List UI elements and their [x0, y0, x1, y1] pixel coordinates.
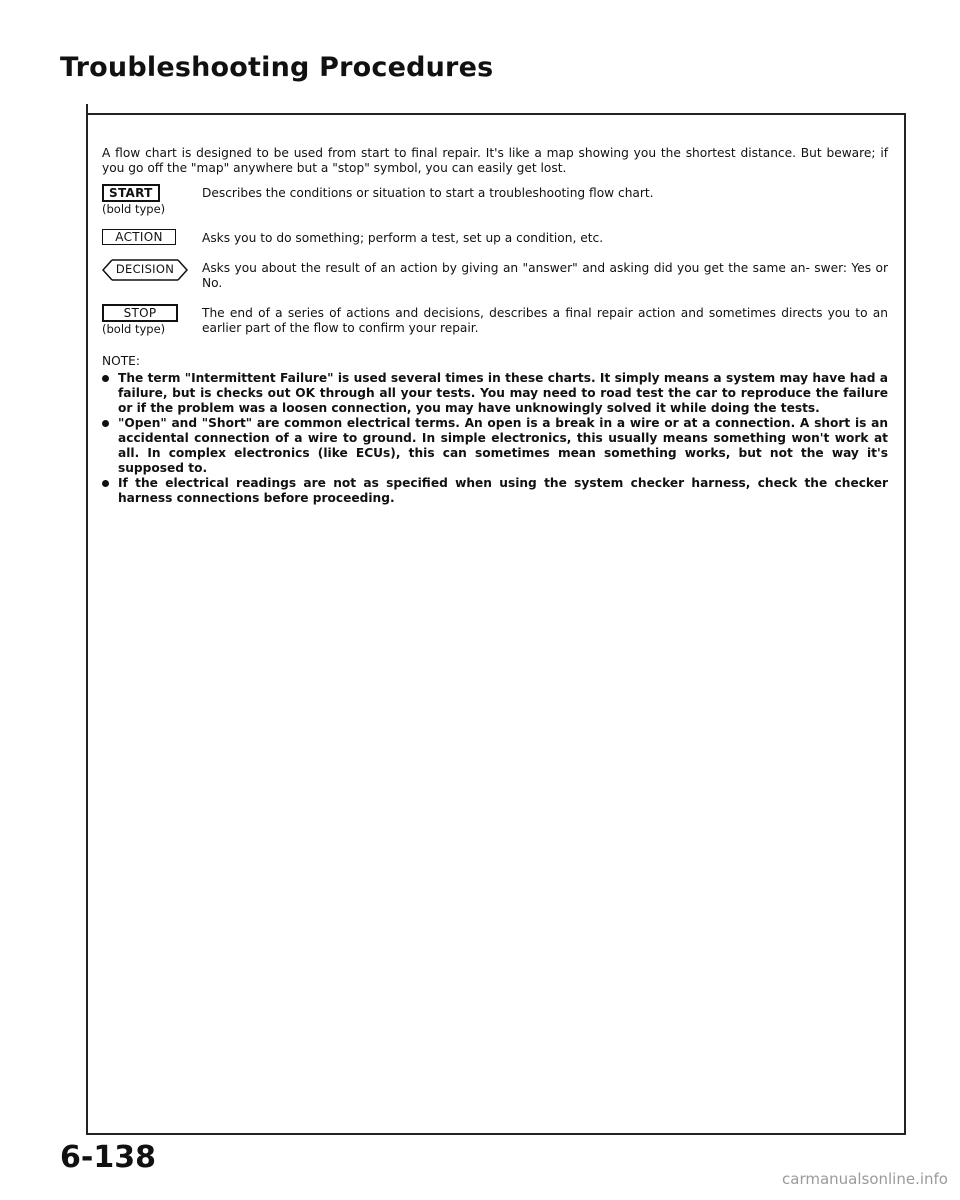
symbol-start [102, 184, 202, 216]
note-item [102, 416, 888, 476]
stop-description: The end of a series of actions and decisions, describes a final repair action and sometimes directs you to an earlier part of the flow to confirm your repair. [202, 306, 888, 335]
decision-shape [102, 259, 188, 281]
start-description: Describes the conditions or situation to start a troubleshooting flow chart. [202, 186, 654, 200]
symbol-row-action [102, 229, 888, 246]
bullet-icon [102, 480, 109, 487]
note-text: If the electrical readings are not as specified when using the system checker harness, check the checker harness connections before proceeding. [118, 476, 888, 505]
note-item [102, 476, 888, 506]
symbol-row-stop [102, 304, 888, 336]
decision-description: Asks you about the result of an action by giving an "answer" and asking did you get the same an- swer: Yes or No. [202, 261, 888, 290]
intro-paragraph: A flow chart is designed to be used from start to final repair. It's like a map showing you the shortest distance. But beware; if you go off the "map" anywhere but a "stop" symbol, you can easily get lost. [102, 146, 888, 175]
note-heading: NOTE: [102, 354, 140, 368]
symbol-row-decision [102, 259, 888, 291]
note-text: "Open" and "Short" are common electrical terms. An open is a break in a wire or at a connection. A short is an accidental connection of a wire to ground. In simple electronics, this usually means something won't work at all. In complex electronics (like ECUs), this can sometimes mean something works, but not the way it's supposed to. [118, 416, 888, 475]
symbol-stop [102, 304, 202, 336]
page-number: 6-138 [60, 1140, 156, 1175]
symbol-action [102, 229, 202, 245]
bullet-icon [102, 420, 109, 427]
note-list [102, 371, 888, 506]
start-box: START [102, 184, 160, 202]
decision-label: DECISION [115, 262, 175, 276]
stop-subtext: (bold type) [102, 322, 166, 336]
page-title: Troubleshooting Procedures [60, 52, 494, 83]
symbol-decision [102, 259, 202, 281]
note-item [102, 371, 888, 416]
note-text: The term "Intermittent Failure" is used several times in these charts. It simply means a system may have had a failure, but is checks out OK through all your tests. You may need to road test the car to reproduce the failure or if the problem was a loosen connection, you may have unknowingly solved it while doing the tests. [118, 371, 888, 415]
start-subtext: (bold type) [102, 202, 166, 216]
action-description: Asks you to do something; perform a test, set up a condition, etc. [202, 231, 604, 245]
symbol-row-start [102, 184, 888, 216]
bullet-icon [102, 375, 109, 382]
watermark: carmanualsonline.info [782, 1170, 948, 1188]
stop-box: STOP [102, 304, 178, 322]
content-area [102, 146, 888, 506]
action-box: ACTION [102, 229, 176, 245]
